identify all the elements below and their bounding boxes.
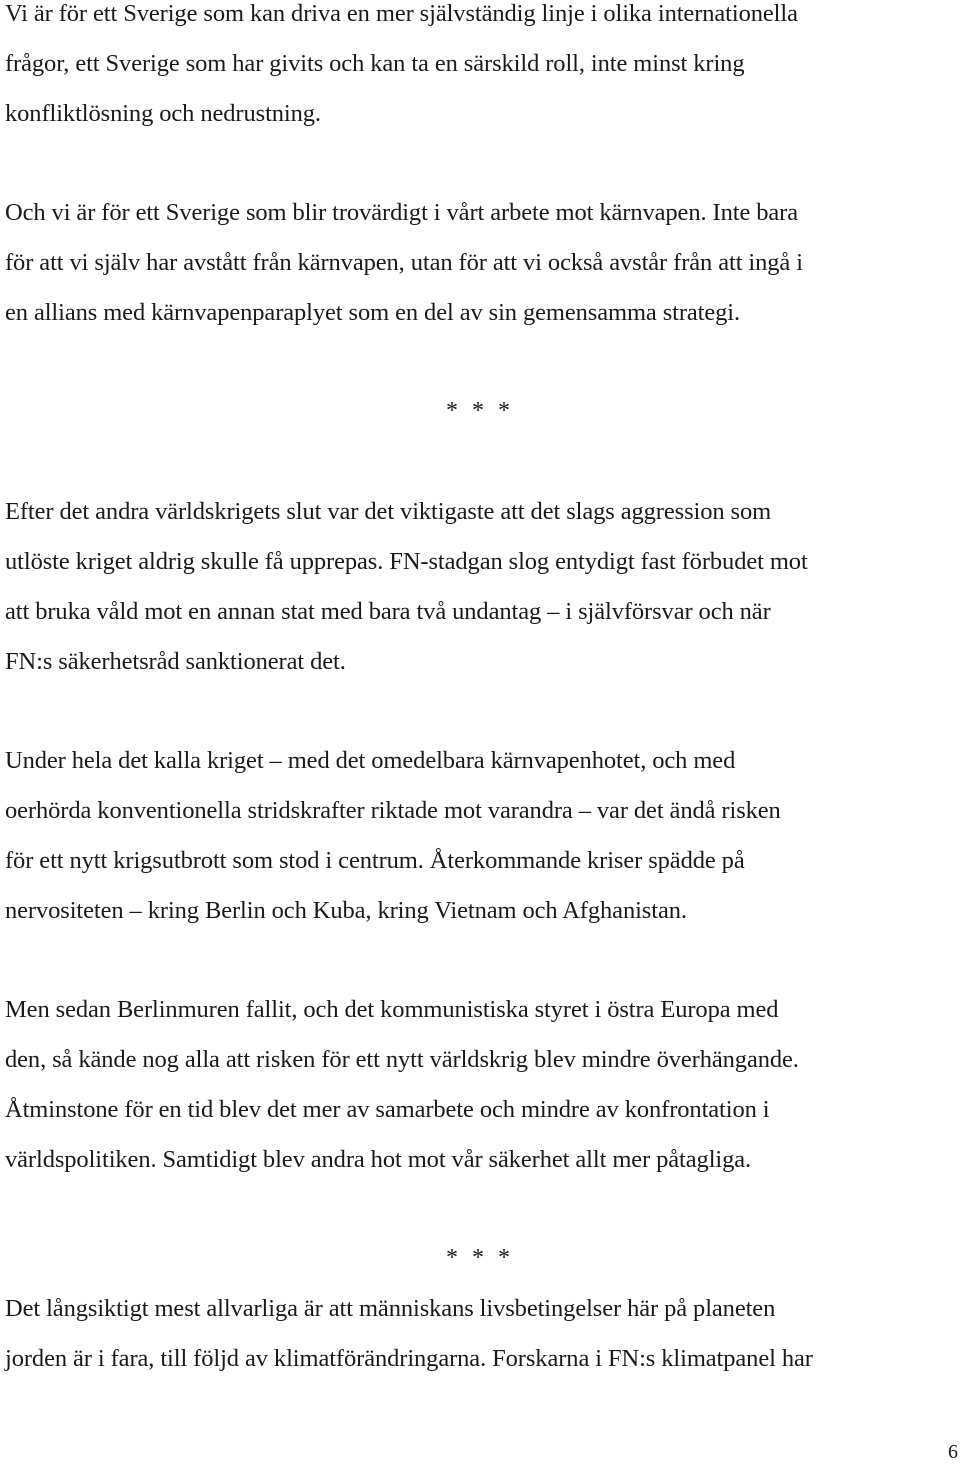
text-line: för ett nytt krigsutbrott som stod i centrum. Återkommande kriser spädde på bbox=[5, 847, 745, 874]
text-line: för att vi själv har avstått från kärnvapen, utan för att vi också avstår från att ingå i bbox=[5, 249, 803, 276]
section-separator: * * * bbox=[446, 1245, 514, 1271]
text-line: utlöste kriget aldrig skulle få upprepas. FN-stadgan slog entydigt fast förbudet mot bbox=[5, 548, 808, 575]
section-separator: * * * bbox=[446, 398, 514, 424]
text-line: nervositeten – kring Berlin och Kuba, kring Vietnam och Afghanistan. bbox=[5, 897, 687, 924]
text-line: den, så kände nog alla att risken för ett nytt världskrig blev mindre överhängande. bbox=[5, 1046, 799, 1073]
text-line: Och vi är för ett Sverige som blir trovärdigt i vårt arbete mot kärnvapen. Inte bara bbox=[5, 199, 799, 226]
text-line: en allians med kärnvapenparaplyet som en del av sin gemensamma strategi. bbox=[5, 299, 741, 326]
text-line: Det långsiktigt mest allvarliga är att människans livsbetingelser här på planeten bbox=[5, 1295, 776, 1322]
text-line: Åtminstone för en tid blev det mer av samarbete och mindre av konfrontation i bbox=[5, 1096, 770, 1123]
text-line: konfliktlösning och nedrustning. bbox=[5, 100, 321, 127]
text-line: Under hela det kalla kriget – med det omedelbara kärnvapenhotet, och med bbox=[5, 747, 736, 774]
page-number: 6 bbox=[948, 1441, 958, 1463]
text-line: frågor, ett Sverige som har givits och kan ta en särskild roll, inte minst kring bbox=[5, 50, 745, 77]
text-line: världspolitiken. Samtidigt blev andra hot mot vår säkerhet allt mer påtagliga. bbox=[5, 1146, 752, 1173]
text-line: Vi är för ett Sverige som kan driva en mer självständig linje i olika internationella bbox=[5, 0, 798, 27]
text-line: FN:s säkerhetsråd sanktionerat det. bbox=[5, 648, 346, 675]
text-line: jorden är i fara, till följd av klimatförändringarna. Forskarna i FN:s klimatpanel har bbox=[5, 1345, 813, 1372]
text-line: Efter det andra världskrigets slut var det viktigaste att det slags aggression som bbox=[5, 498, 772, 525]
text-line: Men sedan Berlinmuren fallit, och det kommunistiska styret i östra Europa med bbox=[5, 996, 779, 1023]
text-line: oerhörda konventionella stridskrafter riktade mot varandra – var det ändå risken bbox=[5, 797, 781, 824]
text-line: att bruka våld mot en annan stat med bara två undantag – i självförsvar och när bbox=[5, 598, 771, 625]
